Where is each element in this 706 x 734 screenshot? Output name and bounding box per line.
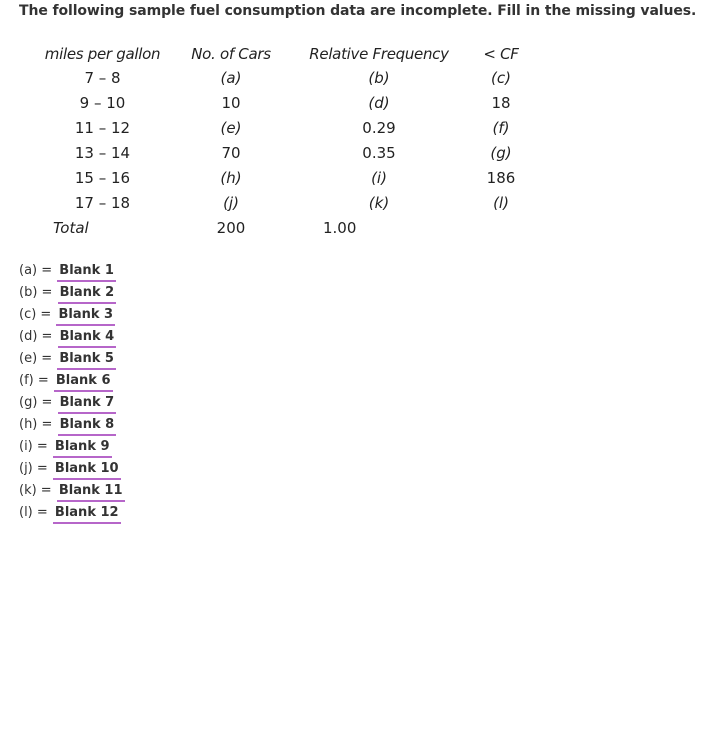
answer-row-i (19, 437, 125, 459)
cell-cf: (f) (492, 119, 510, 137)
cell-cars: (h) (220, 169, 242, 187)
answer-row-h (19, 415, 125, 437)
cell-cf: (c) (491, 69, 511, 87)
answer-label: (j) = (19, 461, 48, 476)
answer-row-l (19, 503, 125, 525)
blank-12-field[interactable]: Blank 12 (53, 504, 121, 524)
blank-5-field[interactable]: Blank 5 (57, 350, 116, 370)
cell-total-label: Total (53, 219, 89, 237)
blank-9-field[interactable]: Blank 9 (53, 438, 112, 458)
answer-label: (b) = (19, 285, 53, 300)
answer-row-g (19, 393, 125, 415)
header-mpg: miles per gallon (44, 45, 161, 63)
cell-cf: 186 (486, 169, 516, 187)
cell-relfreq: 0.35 (362, 144, 396, 162)
answer-label: (h) = (19, 417, 53, 432)
cell-mpg: 9 – 10 (79, 94, 126, 112)
header-relative-frequency: Relative Frequency (309, 45, 449, 63)
cell-relfreq: (b) (368, 69, 390, 87)
blank-11-field[interactable]: Blank 11 (57, 482, 125, 502)
cell-cf: 18 (491, 94, 511, 112)
table-row (22, 191, 523, 216)
fuel-consumption-table (22, 42, 523, 241)
answer-label: (a) = (19, 263, 53, 278)
blank-1-field[interactable]: Blank 1 (57, 262, 116, 282)
cell-cars: (e) (220, 119, 242, 137)
table-row (22, 66, 523, 91)
blank-4-field[interactable]: Blank 4 (58, 328, 117, 348)
answer-label: (d) = (19, 329, 53, 344)
cell-total-cars: 200 (216, 219, 246, 237)
header-cumulative-frequency: < CF (483, 45, 519, 63)
cell-cars: (a) (220, 69, 242, 87)
cell-cars: 10 (221, 94, 241, 112)
cell-cf: (g) (490, 144, 512, 162)
answer-label: (f) = (19, 373, 49, 388)
blank-10-field[interactable]: Blank 10 (53, 460, 121, 480)
answer-label: (c) = (19, 307, 52, 322)
answer-list (19, 261, 125, 525)
answer-row-b (19, 283, 125, 305)
blank-2-field[interactable]: Blank 2 (58, 284, 117, 304)
cell-mpg: 7 – 8 (84, 69, 121, 87)
cell-total-relfreq: 1.00 (323, 219, 357, 237)
answer-label: (i) = (19, 439, 48, 454)
cell-mpg: 13 – 14 (74, 144, 131, 162)
table-row (22, 91, 523, 116)
cell-mpg: 17 – 18 (74, 194, 131, 212)
table-row (22, 166, 523, 191)
blank-3-field[interactable]: Blank 3 (56, 306, 115, 326)
table-row (22, 116, 523, 141)
answer-row-j (19, 459, 125, 481)
table-header-row (22, 42, 523, 66)
cell-relfreq: (i) (371, 169, 387, 187)
answer-row-k (19, 481, 125, 503)
cell-relfreq: (d) (368, 94, 390, 112)
answer-label: (e) = (19, 351, 53, 366)
cell-relfreq: 0.29 (362, 119, 396, 137)
cell-mpg: 11 – 12 (74, 119, 131, 137)
answer-label: (k) = (19, 483, 52, 498)
blank-8-field[interactable]: Blank 8 (58, 416, 117, 436)
answer-label: (l) = (19, 505, 48, 520)
answer-label: (g) = (19, 395, 53, 410)
table-row (22, 141, 523, 166)
header-no-of-cars: No. of Cars (191, 45, 271, 63)
answer-row-d (19, 327, 125, 349)
answer-row-c (19, 305, 125, 327)
cell-cf: (l) (493, 194, 509, 212)
blank-7-field[interactable]: Blank 7 (58, 394, 117, 414)
blank-6-field[interactable]: Blank 6 (54, 372, 113, 392)
cell-mpg: 15 – 16 (74, 169, 131, 187)
cell-total-cf (479, 216, 523, 241)
answer-row-a (19, 261, 125, 283)
answer-row-f (19, 371, 125, 393)
table-total-row (22, 216, 523, 241)
answer-row-e (19, 349, 125, 371)
cell-cars: 70 (221, 144, 241, 162)
question-text: The following sample fuel consumption data are incomplete. Fill in the missing values. (19, 3, 697, 19)
cell-cars: (j) (223, 194, 239, 212)
cell-relfreq: (k) (368, 194, 390, 212)
